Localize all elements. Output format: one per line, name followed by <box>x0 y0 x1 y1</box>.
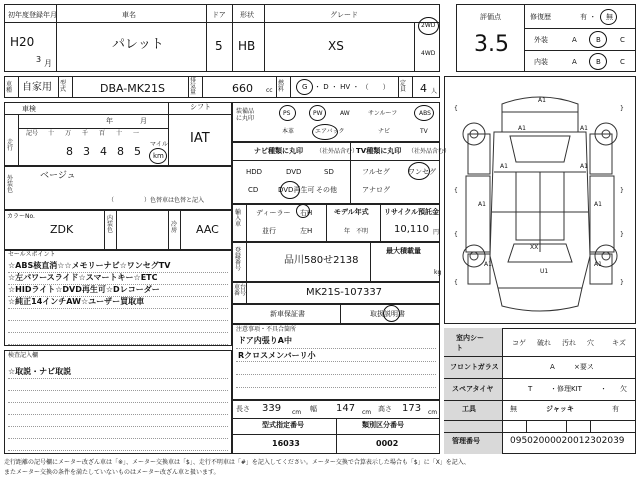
ac-value: AAC <box>196 223 219 236</box>
svg-text:}: } <box>620 187 624 194</box>
damage-code: A1 <box>478 201 486 208</box>
mileage-unit-header: 十 <box>116 130 123 137</box>
sales-point-line: ☆HIDライト☆DVD再生可☆Dレコーダー <box>8 285 160 294</box>
type-no: 16033 <box>272 439 300 448</box>
model-label: 型式 <box>60 80 67 93</box>
abs-circle <box>414 105 434 121</box>
door-count: 5 <box>215 39 223 53</box>
svg-text:}: } <box>620 105 624 112</box>
equipment-item: サンルーフ <box>368 110 398 117</box>
svg-text:{: { <box>454 187 458 194</box>
airbag-circle <box>312 124 338 140</box>
equipment-item: PW <box>313 110 323 117</box>
spare-dot: ・ <box>600 385 607 393</box>
svg-text:}: } <box>620 231 624 238</box>
fuel-label: 燃料 <box>278 80 285 93</box>
km-unit: km <box>153 152 164 160</box>
pw-circle <box>309 105 326 121</box>
spare-t: T <box>528 385 533 393</box>
equipment-item: TV <box>420 128 428 135</box>
navi-item: その他 <box>316 186 337 194</box>
equipment-item: PS <box>283 110 291 117</box>
seat-item: 破れ <box>537 339 551 347</box>
length-value: 339 <box>262 403 282 414</box>
tv-item: ワンセグ <box>408 168 436 176</box>
interior-color-label: 内装色 <box>107 215 114 234</box>
height-label: 高さ <box>378 405 392 413</box>
first-registration-year: H20 <box>10 35 35 49</box>
model-value: DBA-MK21S <box>100 82 165 95</box>
exterior-a: A <box>572 36 577 44</box>
equipment-item: ナビ <box>378 128 391 135</box>
check-year: 年 <box>106 117 113 125</box>
damage-code: A1 <box>594 201 602 208</box>
glass-a: A <box>550 363 555 371</box>
color-no: ZDK <box>50 223 74 236</box>
equipment-item: AW <box>340 110 350 117</box>
mileage-digit: 4 <box>100 145 107 158</box>
damage-code: XX <box>530 244 539 251</box>
svg-text:}: } <box>620 279 624 286</box>
drive-4wd: 4WD <box>421 50 436 57</box>
displacement-label: 排気量 <box>190 77 197 96</box>
mgmt-no: 09502000020012302039 <box>510 436 625 446</box>
car-diagram <box>444 76 636 324</box>
color-no-label: カラーNo. <box>7 213 35 220</box>
capacity-value: 4 <box>420 82 427 95</box>
spare-missing: 欠 <box>620 385 627 393</box>
chassis-label: 車台番号 <box>234 284 247 297</box>
notes-line: ドア内張りA中 <box>238 336 292 345</box>
seat-item: コゲ <box>512 339 526 347</box>
height-value: 173 <box>402 403 422 414</box>
tool-label: 工具 <box>462 405 476 413</box>
height-unit: cm <box>428 409 438 416</box>
navi-item: SD <box>324 168 334 176</box>
exterior-label: 外装 <box>534 36 548 44</box>
equipment-label: 装備品に丸印 <box>236 108 255 123</box>
footer-line-2: またメーター交換の条件を満たしていないものはメーター改ざん車と扱います。 <box>4 469 220 476</box>
month-unit: 月 <box>44 59 52 68</box>
exterior-b: B <box>596 36 601 44</box>
dealer-option: ディーラー <box>256 209 291 217</box>
exterior-circle <box>589 31 607 48</box>
mileage-digit: 8 <box>117 145 124 158</box>
notes-label: 注意事項・不具合箇所 <box>236 326 297 333</box>
navi-title: ナビ種類に丸印 <box>254 147 303 155</box>
oneseg-circle <box>408 162 430 180</box>
mileage-unit-header: 千 <box>82 130 89 137</box>
manual: 取扱説明書 <box>370 310 405 318</box>
displacement-value: 660 <box>232 82 253 95</box>
cc-unit: cc <box>266 87 273 94</box>
damage-code: A1 <box>500 163 508 170</box>
parallel-option: 並行 <box>262 227 276 235</box>
right-hand-circle <box>296 204 313 218</box>
travel-label: 走行 <box>7 139 14 152</box>
new-warranty: 新車保証書 <box>270 310 305 318</box>
footer-line-1: 走行距離の記号欄にメーター改ざん車は「※」、メーター交換車は「$」、走行不明車は「#」を記入してください。メーター交換で合算表示した場合も「$」に「X」を記入、 <box>4 459 470 466</box>
check-label: 車検 <box>22 105 36 113</box>
grade: XS <box>328 39 344 53</box>
equipment-item: 本革 <box>282 128 295 135</box>
sales-point-line: ☆純正14インチAW☆ユーザー買取車 <box>8 297 145 306</box>
tool-value: 無 <box>510 405 517 413</box>
inspector-line: ☆取説・ナビ取説 <box>8 367 72 376</box>
model-year-label: モデル年式 <box>334 208 369 216</box>
jack-label: ジャッキ <box>546 405 574 413</box>
glass-x: ×要ス <box>574 363 594 371</box>
registration-value: 品川580せ2138 <box>284 255 359 266</box>
svg-text:{: { <box>454 231 458 238</box>
repair-options: 有 ・ <box>580 13 597 21</box>
mileage-unit-header: 百 <box>99 130 106 137</box>
interior-circle <box>589 53 607 70</box>
model-year-value: 年 不明 <box>344 228 369 235</box>
seat-item: キズ <box>612 339 626 347</box>
navi-item: CD <box>248 186 259 194</box>
length-label: 長さ <box>236 405 250 413</box>
capacity-label: 定員 <box>400 80 407 93</box>
interior-label: 内装 <box>534 58 548 66</box>
shift-value: IAT <box>190 131 210 146</box>
right-hand-option: 右H <box>300 209 313 217</box>
dvd-play-circle <box>280 181 300 199</box>
navi-item: DVD再生可 <box>278 186 315 194</box>
tv-item: フルセグ <box>362 168 390 176</box>
recycle-label: リサイクル預託金 <box>384 208 440 216</box>
mileage-unit-header: 一 <box>133 130 140 137</box>
seat-label: 室内シート <box>456 334 484 352</box>
tv-title: TV種類に丸印 <box>356 147 402 155</box>
car-name: パレット <box>112 37 164 52</box>
car-name-label: 車名 <box>122 11 136 19</box>
repair-label: 修復歴 <box>530 13 551 21</box>
glass-label: フロントガラス <box>450 363 499 371</box>
damage-code: A1 <box>594 261 602 268</box>
seat-item: 汚れ <box>562 339 576 347</box>
import-label: 輸入車 <box>235 209 242 228</box>
interior-a: A <box>572 58 577 66</box>
sales-point-line: ☆左パワースライド☆スマートキー☆ETC <box>8 273 158 282</box>
mile-label: マイル <box>150 141 168 148</box>
width-unit: cm <box>362 409 372 416</box>
kg-unit: kg <box>434 269 442 276</box>
seat-item: 穴 <box>587 339 594 347</box>
exterior-c: C <box>620 36 625 44</box>
registration-label: 登録番号 <box>235 247 242 272</box>
max-load-label: 最大積載量 <box>386 247 421 255</box>
mileage-digit: 8 <box>66 145 73 158</box>
drive-2wd: 2WD <box>421 22 436 29</box>
mgmt-label: 管理番号 <box>452 437 480 445</box>
record-label: 記号 <box>26 130 39 137</box>
interior-c: C <box>620 58 625 66</box>
navi-note: （社外品含む） <box>316 148 359 155</box>
check-month: 月 <box>140 117 147 125</box>
exterior-color-label: 外装色 <box>7 175 14 194</box>
first-registration-month: 3 <box>36 55 42 64</box>
sales-point-line: ☆ABS核直消☆☆メモリーナビ☆ワンセグTV <box>8 261 171 270</box>
mileage-unit-header: 万 <box>65 130 72 137</box>
documents-block <box>232 304 440 324</box>
svg-text:{: { <box>454 105 458 112</box>
yen-unit: 円 <box>433 229 440 236</box>
score-value: 3.5 <box>474 32 509 57</box>
km-circle <box>149 148 167 164</box>
svg-text:{: { <box>454 279 458 286</box>
type-no-label: 型式指定番号 <box>262 421 304 429</box>
spare-label: スペアタイヤ <box>452 385 494 393</box>
inspector-label: 検査記入欄 <box>8 352 39 359</box>
grade-label: グレード <box>330 11 358 19</box>
usage-value: 自家用 <box>22 82 52 93</box>
damage-code: A1 <box>538 97 546 104</box>
damage-code: U1 <box>540 268 549 275</box>
ps-circle <box>279 105 296 121</box>
left-hand-option: 左H <box>300 227 313 235</box>
damage-code: A1 <box>580 163 588 170</box>
score-label: 評価点 <box>480 13 501 21</box>
interior-b: B <box>596 58 601 66</box>
spare-kit: ・修理KIT <box>550 385 582 393</box>
repair-circle <box>600 9 617 25</box>
fuel-g: G <box>302 83 308 91</box>
notes-line: Rクロスメンバーリ小 <box>238 351 316 360</box>
repair-value: 無 <box>606 13 613 21</box>
fuel-options: ・ D ・ HV ・ （ ） <box>314 83 390 91</box>
chassis-value: MK21S-107337 <box>306 287 383 298</box>
length-unit: cm <box>292 409 302 416</box>
navi-item: HDD <box>246 168 263 176</box>
recycle-value: 10,110 <box>394 224 429 235</box>
tv-note: （社外品含む） <box>408 148 451 155</box>
jack-value: 有 <box>612 405 619 413</box>
sales-point-label: セールスポイント <box>8 251 56 258</box>
fuel-circle <box>296 79 313 95</box>
damage-code: A1 <box>484 261 492 268</box>
damage-code: A1 <box>580 125 588 132</box>
class-no: 0002 <box>376 439 399 448</box>
manual-circle <box>383 305 400 322</box>
tv-item: アナログ <box>362 186 390 194</box>
width-value: 147 <box>336 403 356 414</box>
equipment-item: ABS <box>419 110 431 117</box>
color-change-note: （ ）色替車は色替と記入 <box>108 197 205 204</box>
damage-code: A1 <box>518 125 526 132</box>
width-label: 幅 <box>310 405 317 413</box>
shape-label: 形状 <box>240 11 254 19</box>
usage-label: 車種 <box>6 81 13 94</box>
exterior-color: ベージュ <box>40 171 76 181</box>
navi-item: DVD <box>286 168 302 176</box>
mileage-digit: 5 <box>134 145 141 158</box>
equipment-item: エアバック <box>315 128 345 135</box>
shift-label: シフト <box>190 103 211 111</box>
body-shape: HB <box>238 39 256 53</box>
year-label: 初年度登録年月 <box>8 11 57 19</box>
ac-label: 冷房 <box>171 221 178 234</box>
mileage-digit: 3 <box>83 145 90 158</box>
class-no-label: 類別区分番号 <box>362 421 404 429</box>
person-unit: 人 <box>431 88 438 95</box>
mileage-unit-header: 十 <box>48 130 55 137</box>
door-label: ドア <box>212 11 226 19</box>
